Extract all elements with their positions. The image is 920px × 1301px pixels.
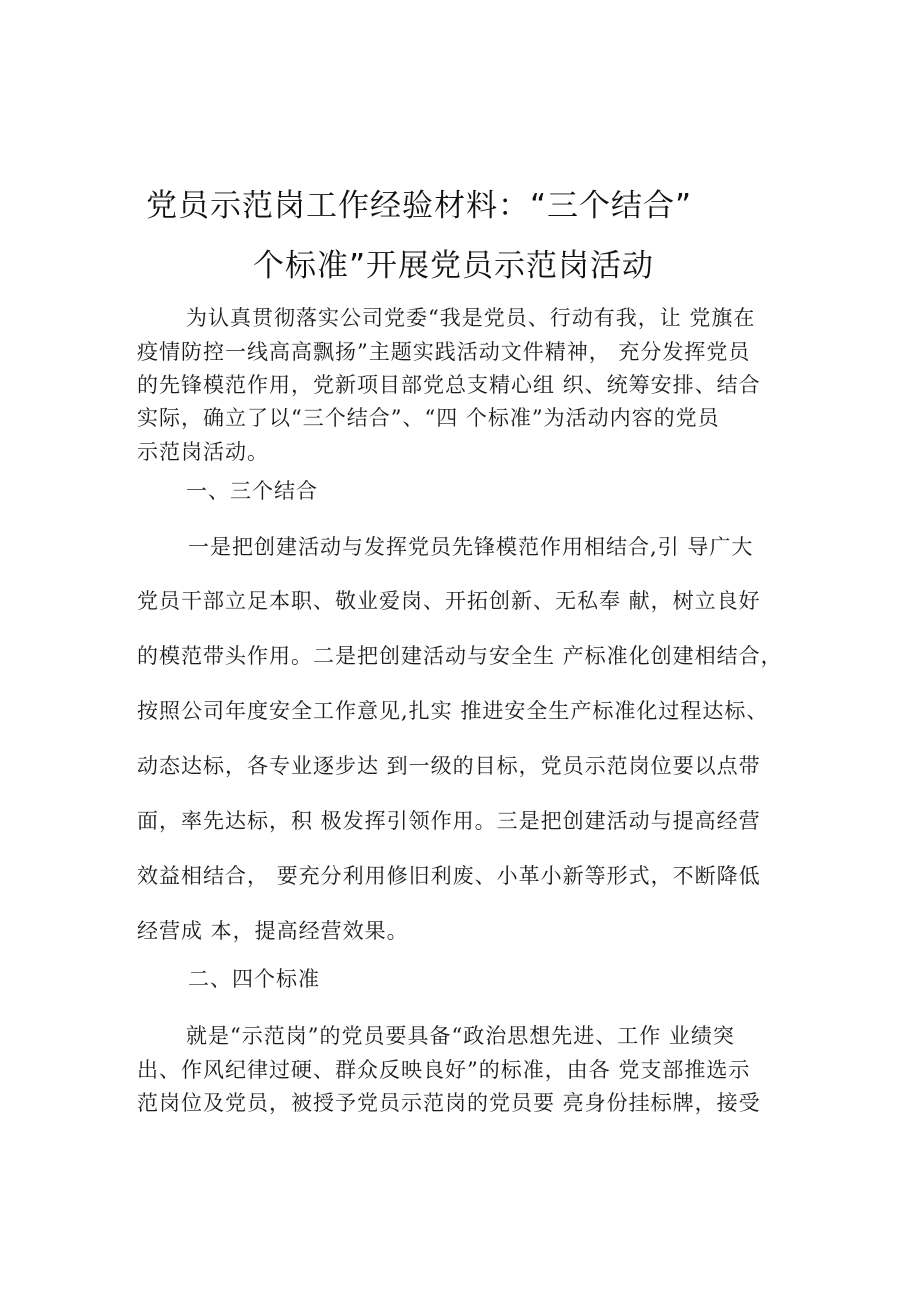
section-1-heading: 一、三个结合	[186, 479, 318, 503]
intro-line: 的先锋模范作用，党新项目部党总支精心组 织、统筹安排、结合	[137, 373, 761, 397]
section-1-line: 效益相结合， 要充分利用修旧利废、小革小新等形式，不断降低	[137, 864, 761, 888]
section-2-line: 出、作风纪律过硬、群众反映良好”的标准，由各 党支部推选示	[137, 1058, 751, 1082]
section-1-line: 的模范带头作用。二是把创建活动与安全生 产标准化创建相结合，	[137, 644, 783, 668]
section-1-line: 动态达标，各专业逐步达 到一级的目标，党员示范岗位要以点带	[137, 754, 761, 778]
section-2-heading: 二、四个标准	[188, 967, 320, 991]
section-1-line: 一是把创建活动与发挥党员先锋模范作用相结合,引 导广大	[188, 535, 754, 559]
section-1-line: 面，率先达标，积 极发挥引领作用。三是把创建活动与提高经营	[137, 809, 761, 833]
section-1-line: 党员干部立足本职、敬业爱岗、开拓创新、无私奉 献，树立良好	[137, 589, 761, 613]
intro-line: 示范岗活动。	[137, 440, 269, 464]
section-1-line: 按照公司年度安全工作意见,扎实 推进安全生产标准化过程达标、	[137, 699, 769, 723]
document-title-line-2: 个标准”开展党员示范岗活动	[253, 248, 655, 284]
section-1-line: 经营成 本，提高经营效果。	[137, 919, 409, 943]
section-2-line: 范岗位及党员，被授予党员示范岗的党员要 亮身份挂标牌，接受	[137, 1091, 761, 1115]
document-title-line-1: 党员示范岗工作经验材料：“三个结合”	[146, 188, 693, 224]
section-2-line: 就是“示范岗”的党员要具备“政治思想先进、工作 业绩突	[186, 1024, 735, 1048]
intro-line: 疫情防控一线高高飘扬”主题实践活动文件精神， 充分发挥党员	[137, 340, 751, 364]
intro-line: 实际，确立了以“三个结合”、“四 个标准”为活动内容的党员	[137, 406, 720, 430]
intro-line: 为认真贯彻落实公司党委“我是党员、行动有我，让 党旗在	[186, 306, 756, 330]
